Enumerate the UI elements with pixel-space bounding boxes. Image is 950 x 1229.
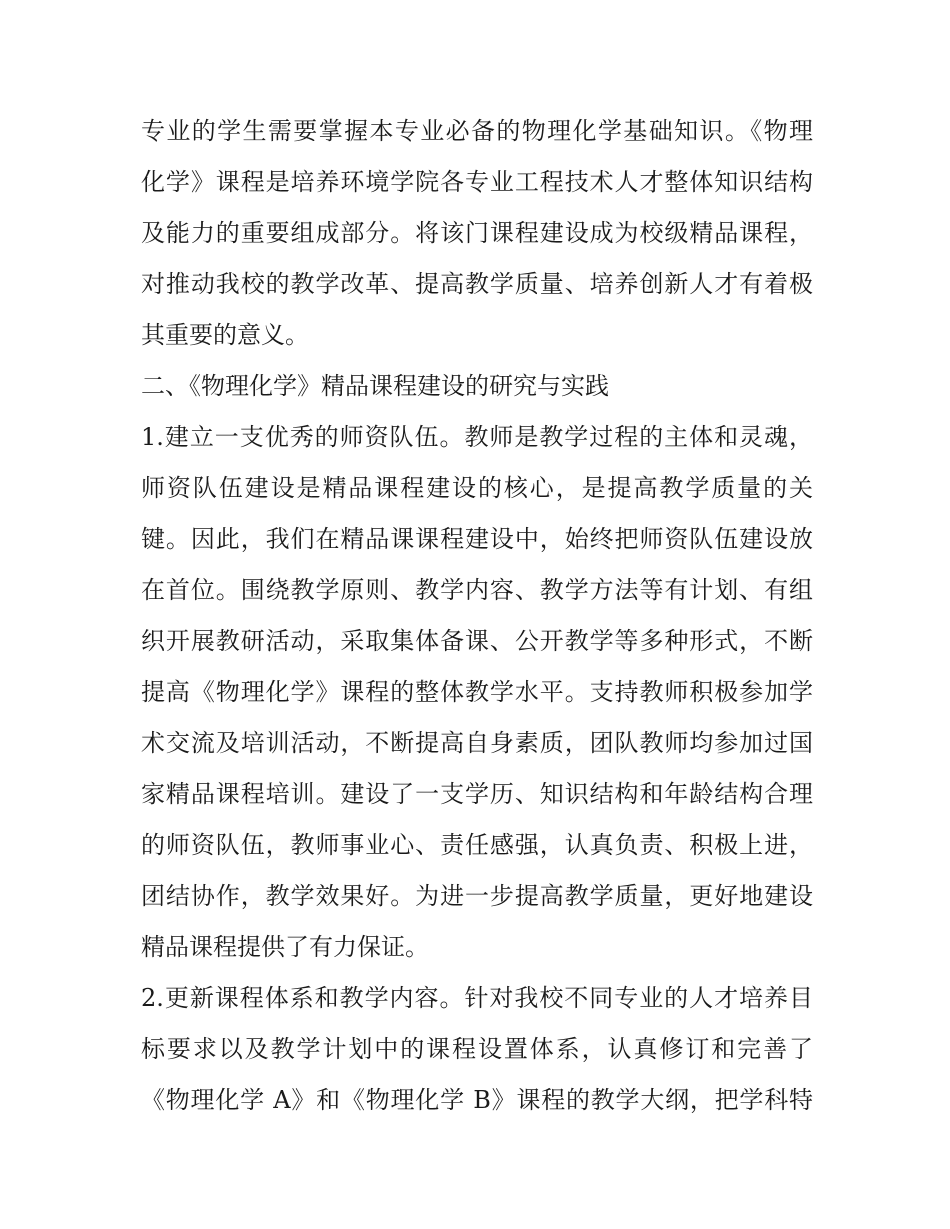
- body-line: 1.建立一支优秀的师资队伍。教师是教学过程的主体和灵魂，: [141, 423, 813, 451]
- body-line: 术交流及培训活动，不断提高自身素质，团队教师均参加过国: [141, 729, 813, 757]
- body-line: 键。因此，我们在精品课课程建设中，始终把师资队伍建设放: [141, 525, 813, 553]
- body-line: 《物理化学 A》和《物理化学 B》课程的教学大纲，把学科特: [141, 1086, 813, 1114]
- body-line: 提高《物理化学》课程的整体教学水平。支持教师积极参加学: [141, 678, 813, 706]
- body-line: 标要求以及教学计划中的课程设置体系，认真修订和完善了: [141, 1035, 813, 1063]
- body-line: 家精品课程培训。建设了一支学历、知识结构和年龄结构合理: [141, 780, 813, 808]
- body-line: 化学》课程是培养环境学院各专业工程技术人才整体知识结构: [141, 168, 813, 196]
- body-line: 专业的学生需要掌握本专业必备的物理化学基础知识。《物理: [141, 117, 813, 145]
- body-line: 的师资队伍，教师事业心、责任感强，认真负责、积极上进，: [141, 831, 813, 859]
- body-line: 其重要的意义。: [141, 321, 309, 349]
- body-line: 及能力的重要组成部分。将该门课程建设成为校级精品课程，: [141, 219, 813, 247]
- body-line: 2.更新课程体系和教学内容。针对我校不同专业的人才培养目: [141, 984, 813, 1012]
- body-line: 织开展教研活动，采取集体备课、公开教学等多种形式，不断: [141, 627, 813, 655]
- document-body: [141, 106, 813, 1126]
- body-line: 团结协作，教学效果好。为进一步提高教学质量，更好地建设: [141, 882, 813, 910]
- body-line: 对推动我校的教学改革、提高教学质量、培养创新人才有着极: [141, 270, 813, 298]
- body-line: 师资队伍建设是精品课程建设的核心，是提高教学质量的关: [141, 474, 813, 502]
- body-line: 精品课程提供了有力保证。: [141, 933, 429, 961]
- section-heading: 二、《物理化学》精品课程建设的研究与实践: [141, 372, 609, 400]
- body-line: 在首位。围绕教学原则、教学内容、教学方法等有计划、有组: [141, 576, 813, 604]
